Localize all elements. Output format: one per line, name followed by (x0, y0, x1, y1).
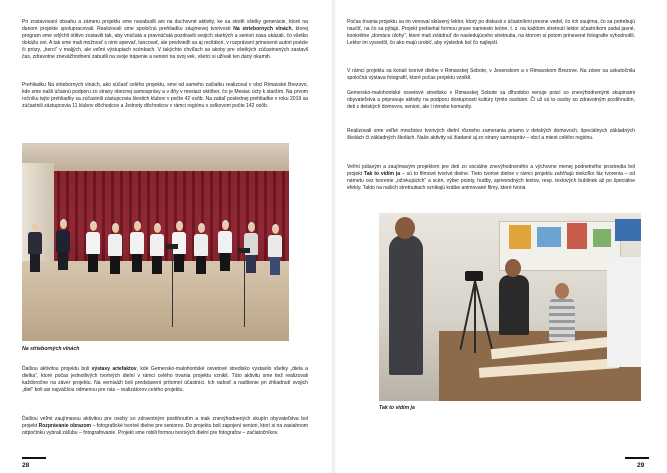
boy-head (505, 259, 521, 277)
book-gutter (332, 0, 335, 473)
singer (130, 221, 144, 272)
singer-accordion (28, 221, 42, 272)
footer-rule (625, 457, 649, 459)
page-number: 29 (637, 462, 645, 469)
bold-title: Tak to vidím ja (364, 170, 401, 177)
choir-photo (22, 143, 289, 341)
hall-ceiling (22, 143, 289, 171)
left-paragraph-2: Prehliadku Na striebornych vlnách, ako súčasť celého projektu, sme od samého začiatku realizoval v obci Rimavské Brezovo, kde sme našli účasnú podporu zo strany obecnej samosprávy a v dňy v mesiaci október, čo je Mesiac úcty k starším. Na prvom ročníku tejto prehliadky sa zúčastnili zástupcovia šiestich klubov v počte 42 osôb. Na zatiaľ poslednej prehliadke v roku 2019 sa zúčastnili zástupcovia 11 klubov dôchodcov a Jednoty dôchodcov v rámci regiónu v celkovom počte 142 osôb. (22, 82, 308, 109)
singer (268, 224, 282, 275)
page-number: 28 (22, 462, 30, 469)
adult-right (607, 257, 641, 367)
video-camera (465, 271, 483, 281)
footer-rule (22, 457, 46, 459)
boy-with-camera (389, 235, 423, 375)
right-paragraph-2: V rámci projektu sa konali tvorivé dielne v Rimavskej Sobote, v Jesenskom a v Rimavskom Brezove. Na záver sa uskutočnila spoločná výstava fotografií, ktoré počas projektu vznikli. (347, 68, 635, 81)
bold-title: Na striebornych vlnách (233, 25, 292, 32)
poster (593, 229, 611, 247)
poster (537, 227, 561, 247)
child-head (555, 283, 569, 299)
poster (509, 225, 531, 249)
boy-head (395, 217, 415, 239)
poster (615, 219, 641, 241)
bold-title: výstavy artefaktov (91, 366, 137, 372)
right-paragraph-3: Gemersko-malohontské osvetové stredisko v Rimavskej Sobote sa dlhodobo venuje práci so znevýhodnenými skupinami obyvateľstva a pripravuje aktivity na podporu dostupnosti kultúry týmto osobám. Či už sú to osoby so zdravotným postihnutím, deti z detských domovov, seniori, ale i rómske komunity. (347, 90, 635, 110)
workshop-photo-caption: Tak to vidím ja (379, 405, 415, 411)
right-paragraph-5: Veľmi pútavým a zaujímavým projektom pre deti zo sociálne znevýhodneného a výchovne menej podnetného prostredia bol projekt Tak to vidím ja – sú to filmové tvorivé dielne. Tieto tvorivé dielne v rámci projektu zahŕňajú niekoľko fáz tvorenia – od námetu cez tvorenie „ožívkujúcich“ a scén, výber pointy, hudby, sprievodných textov, resp. textových bublinek až po špeciálne efekty. Takto na našich stretnutiach vznikajú krátke animované filmy, ktoré tvoria (347, 164, 636, 191)
bold-title: Rozprávanie obrazom (38, 422, 92, 429)
poster (567, 223, 587, 249)
child-in-stripes (549, 297, 575, 341)
microphone-stand (244, 251, 245, 327)
boy-standing (499, 275, 529, 335)
left-paragraph-3: Ďalšou aktivitou projektu boli výstavy artefaktov, kde Gemersko-malohontské osvetové stredisko vystavilo všetky „diela a dielka“, ktoré počas jednotlivých tvorivých dielní v rámci celého trvania projektu vznikli. Túto aktivitu sme tiež realizovali každoročne na záver projektu. Na vernisáži boli predstavení prítomní účastníci. Ich radosť a nadšenie pri zhliadnutí svojich „diel“ boli asi najväčšou odmenou pre nás – realizátorov celého projektu. (22, 366, 308, 393)
choir-photo-caption: Na strieborných vlnách (22, 346, 80, 352)
left-page (0, 0, 331, 473)
microphone-stand-head (238, 248, 250, 253)
left-paragraph-4: Ďalšou veľmi zaujímavou aktivitou pre osoby so zdravotným postihnutím a inak znevýhodnených skupín obyvateľstva bol projekt Rozprávanie obrazom – fotografické tvorivé dielne pre seniorov. Do projektu boli zapojení seniori, ktorí si na zasiahnom odpočinku vybrali záľubu – fotografovanie. Projekt sme robili formou tvorivých dielní pre fotografov – začiatočníkov. (22, 416, 308, 436)
right-paragraph-4: Realizovali sme veľké množstvo tvorivých dielní rôzneho zamerania priamo v detských domovoch, špeciálnych základných školách či základných školách. Naše aktivity sú žiadané aj zo strany samospráv – obcí a miest celého regiónu. (347, 128, 635, 141)
singer (194, 223, 208, 274)
singer (56, 219, 70, 270)
singer (86, 221, 100, 272)
singer (108, 223, 122, 274)
workshop-photo (379, 213, 641, 401)
microphone-stand (172, 247, 173, 327)
right-paragraph-1: Počas trvania projektu sa im venoval skúsený lektor, ktorý po diskusii s účastníkmi presne vedel, čo ich zaujíma, čo sa potrebujú naučiť, na čo sa pýtajú. Projekt prebiehal formou praxe namiesto teórie, t. z. na každom stretnutí lektor účastníkom zadal jasné, konkrétne „domáce úlohy“, ktoré mali zvládnuť do nasledujúceho stretnutia, na ktorom si potom prinesené fotografie vyhodnotili. Lektor im vysvetlil, čo ako majú urobiť, aby výsledok bol čo najlepší. (347, 19, 635, 46)
microphone-stand-head (166, 244, 178, 249)
tripod-leg (474, 281, 476, 353)
singer (218, 220, 232, 271)
right-page (336, 0, 667, 473)
singer (150, 223, 164, 274)
left-paragraph-1: Pri zostavovaní obsahu a zámeru projektu sme nezabudli ani na duchovné aktivity, ke sa stretli všetky generácie, ktoré na danom projekte spolupracovali. Realizovali sme spoločnú prehliadku záujmovej tvorivosti Na striebornych vlnách, ktorej program sme vdýchli otitivo zostavili tak, aby vnúčatá a pravnúčatá pozdravili svojich starkých a seniori zasa ukázali, čo všetko dokážu oni. A tak sme mali možnosť s nimi spievať, tancovať, ale predviedli sa aj recitátori, v rozprávaní prinesené autori poézie či prózy, „herci“ v maljých, ale veľmi výstupiach scénkach. V takýchto chvíľach sa akoby pre všetkých zúčastnených zastavil čas, zdravotne zneväčhodnení zabudli na svoje trápenie a seniori na svoj vek, všetci si užívali ten daný okamih. (22, 19, 308, 60)
